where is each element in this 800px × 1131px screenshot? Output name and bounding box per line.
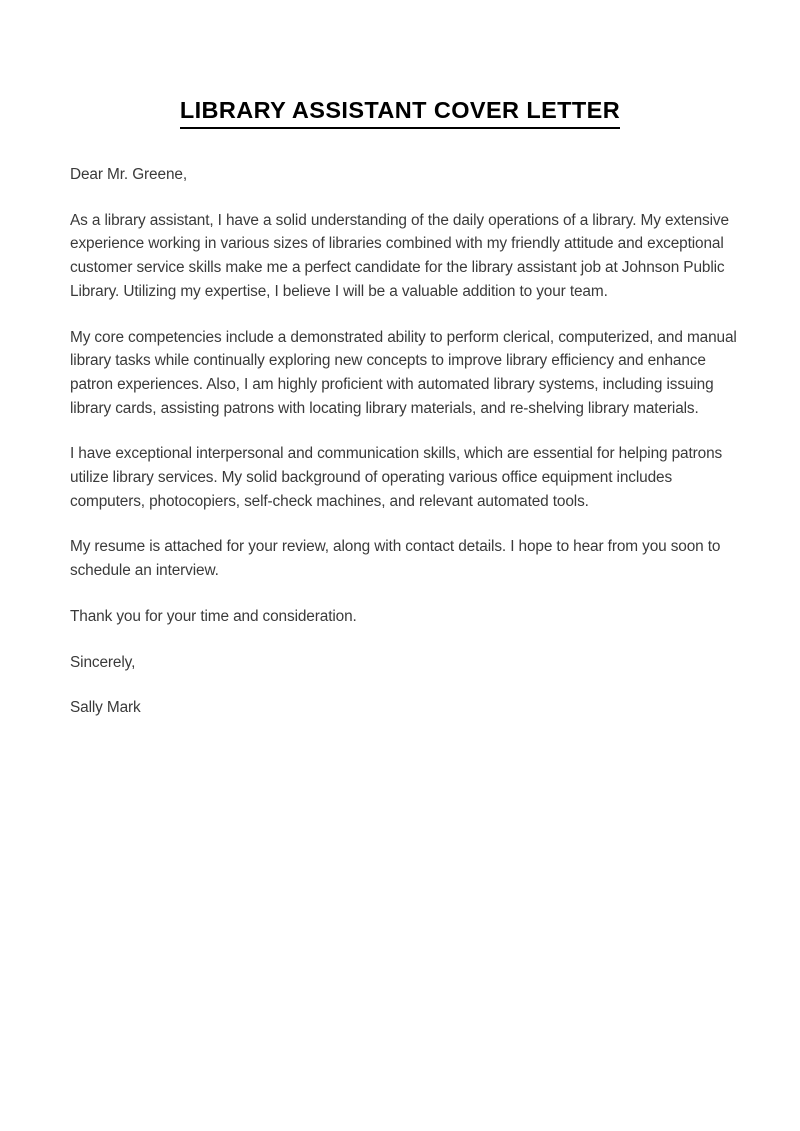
letter-body (70, 163, 742, 720)
closing-salutation: Sincerely, (70, 653, 136, 671)
page-title (0, 98, 800, 129)
salutation: Dear Mr. Greene, (70, 166, 187, 183)
body-paragraph-4: My resume is attached for your review, along with contact details. I hope to hear from you soon to schedule an interview. (70, 538, 725, 580)
page-title-text: LIBRARY ASSISTANT COVER LETTER (180, 98, 620, 129)
body-paragraph-2: My core competencies include a demonstrated ability to perform clerical, computerized, and manual library tasks while continually exploring new concepts to improve library efficiency and enhance patron experiences. Also, I am highly proficient with automated library systems, including issuing library cards, assisting patrons with locating library materials, and re-shelving library materials. (70, 328, 741, 417)
body-paragraph-3: I have exceptional interpersonal and communication skills, which are essential for helping patrons utilize library services. My solid background of operating various office equipment includes computers, photocopiers, self-check machines, and relevant automated tools. (70, 445, 727, 510)
signature-name: Sally Mark (70, 699, 141, 717)
body-paragraph-1: As a library assistant, I have a solid understanding of the daily operations of a library. My extensive experience working in various sizes of libraries combined with my friendly attitude and exceptional customer service skills make me a perfect candidate for the library assistant job at Johnson Public Library. Utilizing my expertise, I believe I will be a valuable addition to your team. (70, 211, 734, 300)
body-paragraph-5: Thank you for your time and consideration. (70, 607, 357, 625)
